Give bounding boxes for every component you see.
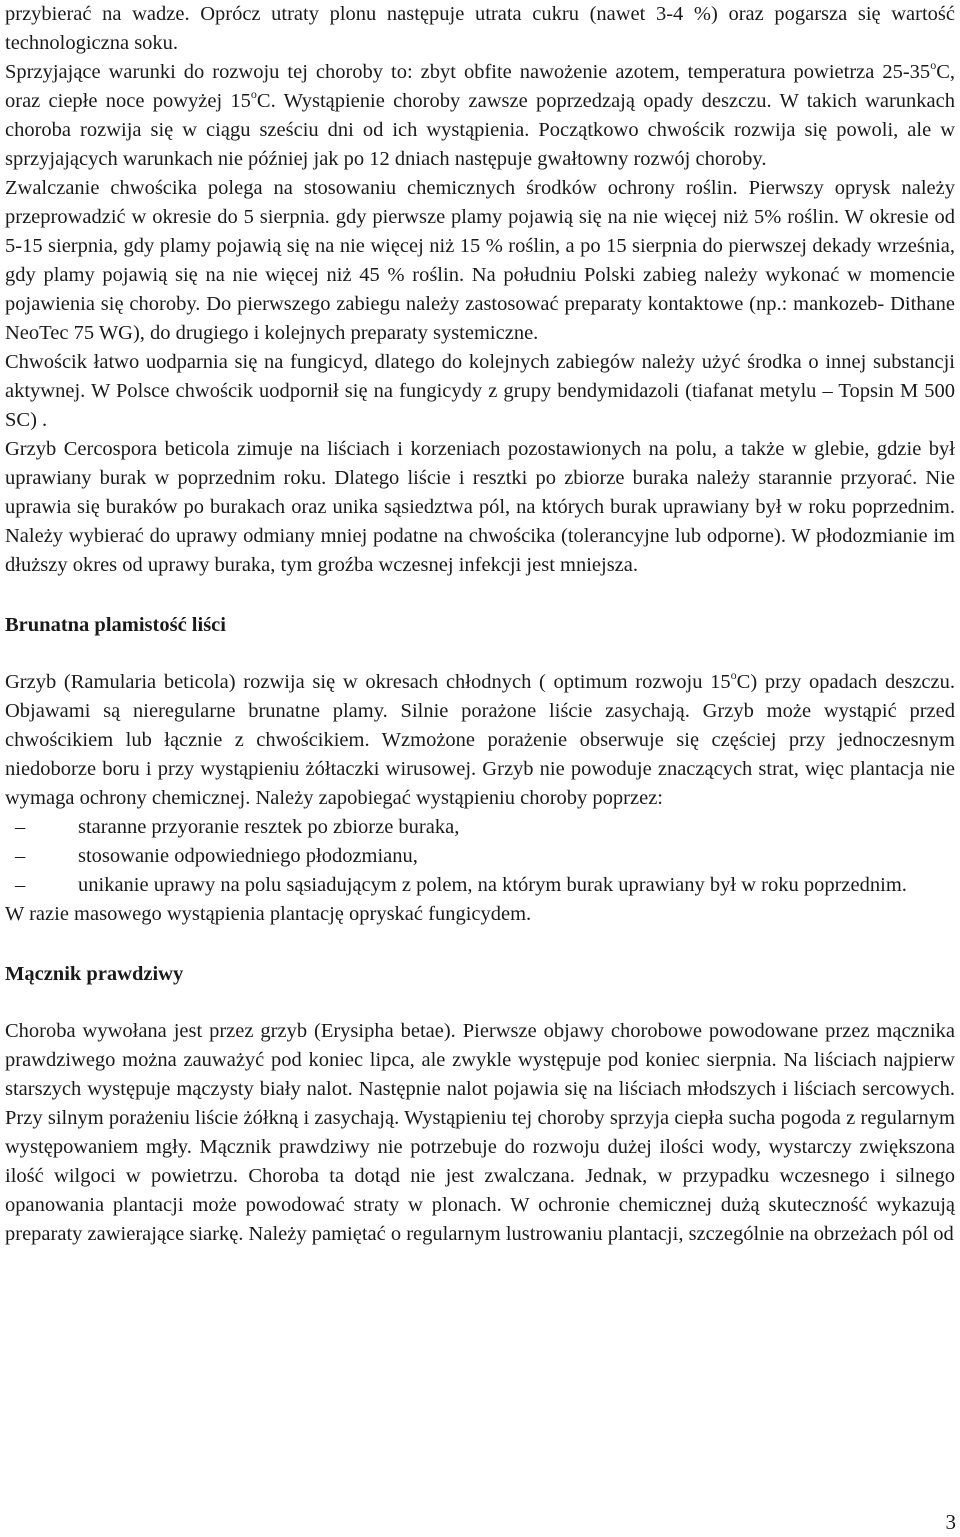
paragraph-control: Zwalczanie chwościka polega na stosowaniu chemicznych środków ochrony roślin. Pierwszy oprysk należy przeprowadzić w okresie do 5 sierpnia. gdy pierwsze plamy pojawią się na nie więcej niż 5% roślin. W okresie od 5-15 sierpnia, gdy plamy pojawią się na nie więcej niż 15 % roślin, a po 15 sierpnia do pierwszej dekady września, gdy plamy pojawią się na nie więcej niż 45 % roślin. Na południu Polski zabieg należy wykonać w momencie pojawienia się choroby. Do pierwszego zabiegu należy zastosować preparaty kontaktowe (np.: mankozeb- Dithane NeoTec 75 WG), do drugiego i kolejnych preparaty systemiczne. bbox=[5, 177, 955, 344]
list-item bbox=[5, 842, 955, 871]
list-item bbox=[5, 871, 955, 900]
document-body bbox=[5, 0, 955, 1249]
paragraph-powdery-mildew: Choroba wywołana jest przez grzyb (Erysipha betae). Pierwsze objawy chorobowe powodowane przez mącznika prawdziwego można zauważyć pod koniec lipca, ale zwykle występuje pod koniec sierpnia. Na liściach najpierw starszych występuje mączysty biały nalot. Następnie nalot pojawia się na liściach młodszych i liściach sercowych. Przy silnym porażeniu liście żółkną i zasychają. Wystąpieniu tej choroby sprzyja ciepła sucha pogoda z regularnym występowaniem mgły. Mącznik prawdziwy nie potrzebuje do rozwoju dużej ilości wody, wystarczy zwiększona ilość wilgoci w powietrzu. Choroba ta dotąd nie jest zwalczana. Jednak, w przypadku wczesnego i silnego opanowania plantacji może powodować straty w plonach. W ochronie chemicznej dużą skuteczność wykazują preparaty zawierające siarkę. Należy pamiętać o regularnym lustrowaniu plantacji, szczególnie na obrzeżach pól od bbox=[5, 1020, 955, 1245]
paragraph-yield-loss: przybierać na wadze. Oprócz utraty plonu następuje utrata cukru (nawet 3-4 %) oraz pogarsza się wartość technologiczna soku. bbox=[5, 3, 955, 54]
paragraph-favorable-conditions bbox=[5, 58, 955, 174]
list-item-text: staranne przyoranie resztek po zbiorze buraka, bbox=[78, 816, 460, 838]
text-fragment: C. Wystąpienie choroby zawsze poprzedzają opady deszczu. W takich warunkach choroba rozwija się w ciągu sześciu dni od ich wystąpienia. Początkowo chwościk rozwija się powoli, ale w sprzyjających warunkach nie później jak po 12 dniach następuje gwałtowny rozwój choroby. bbox=[5, 90, 956, 170]
degree-superscript: o bbox=[930, 58, 937, 73]
paragraph-mass-occurrence: W razie masowego wystąpienia plantację opryskać fungicydem. bbox=[5, 903, 532, 925]
section-heading-brunatna: Brunatna plamistość liści bbox=[5, 614, 226, 636]
dash-marker: – bbox=[15, 845, 26, 867]
section-heading-macznik: Mącznik prawdziwy bbox=[5, 963, 184, 985]
list-item bbox=[5, 813, 955, 842]
degree-superscript: o bbox=[250, 87, 257, 102]
dash-marker: – bbox=[15, 816, 26, 838]
prevention-list bbox=[5, 813, 955, 900]
paragraph-resistance: Chwościk łatwo uodparnia się na fungicyd, dlatego do kolejnych zabiegów należy użyć środka o innej substancji aktywnej. W Polsce chwościk uodpornił się na fungicydy z grupy bendymidazoli (tiafanat metylu – Topsin M 500 SC) . bbox=[5, 351, 955, 431]
text-fragment: Sprzyjające warunki do rozwoju tej choroby to: zbyt obfite nawożenie azotem, temperatura powietrza 25-35 bbox=[5, 61, 931, 83]
text-fragment: C) przy opadach deszczu. Objawami są nieregularne brunatne plamy. Silnie porażone liście zasychają. Grzyb może wystąpić przed chwościkiem lub łącznie z chwościkiem. Wzmożone porażenie obserwuje się częściej przy jednoczesnym niedoborze boru i przy wystąpieniu żółtaczki wirusowej. Grzyb nie powoduje znaczących strat, więc plantacja nie wymaga ochrony chemicznej. Należy zapobiegać wystąpieniu choroby poprzez: bbox=[5, 671, 955, 809]
paragraph-ramularia bbox=[5, 668, 955, 813]
dash-marker: – bbox=[15, 874, 26, 896]
page-number: 3 bbox=[945, 1510, 956, 1534]
text-fragment: Grzyb (Ramularia beticola) rozwija się w okresach chłodnych ( optimum rozwoju 15 bbox=[5, 671, 731, 693]
paragraph-overwintering: Grzyb Cercospora beticola zimuje na liściach i korzeniach pozostawionych na polu, a także w glebie, gdzie był uprawiany burak w poprzednim roku. Dlatego liście i resztki po zbiorze buraka należy starannie przyorać. Nie uprawia się buraków po burakach oraz unika sąsiedztwa pól, na których burak uprawiany był w roku poprzednim. Należy wybierać do uprawy odmiany mniej podatne na chwościka (tolerancyjne lub odporne). W płodozmianie im dłuższy okres od uprawy buraka, tym groźba wczesnej infekcji jest mniejsza. bbox=[5, 438, 955, 576]
text-fragment: C, oraz ciepłe noce powyżej 15 bbox=[5, 61, 955, 112]
degree-superscript: o bbox=[730, 668, 737, 683]
list-item-text: unikanie uprawy na polu sąsiadującym z polem, na którym burak uprawiany był w roku poprzednim. bbox=[78, 874, 907, 896]
list-item-text: stosowanie odpowiedniego płodozmianu, bbox=[78, 845, 418, 867]
